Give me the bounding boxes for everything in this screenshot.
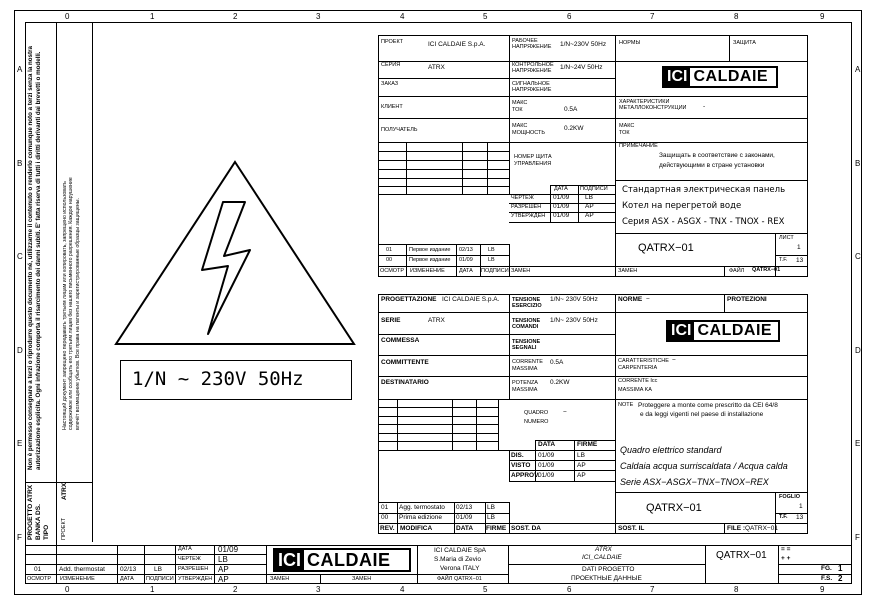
row-letter: A bbox=[855, 65, 861, 74]
it-row bbox=[378, 376, 808, 377]
it-rev-grid bbox=[454, 502, 455, 534]
it-rev-grid bbox=[397, 502, 398, 534]
bottom-row bbox=[508, 564, 705, 565]
logo-caldaie: CALDAIE bbox=[697, 322, 773, 339]
bottom-title-2: ПРОЕКТНЫЕ ДАННЫЕ bbox=[571, 575, 642, 582]
ru-sign-grid bbox=[550, 185, 551, 223]
ru-row bbox=[615, 180, 808, 181]
ici-caldaie-logo bbox=[662, 66, 778, 88]
bottom-head: ПОДПИСИ bbox=[146, 576, 174, 582]
it-approv-sign: AP bbox=[577, 472, 586, 479]
ru-rev-grid bbox=[378, 244, 509, 245]
col-num: 8 bbox=[734, 12, 739, 21]
bottom-rev-n: 01 bbox=[34, 566, 42, 573]
it-series-value: ATRX bbox=[428, 317, 445, 324]
side-strip-divider bbox=[25, 482, 92, 483]
col-num: 6 bbox=[567, 585, 572, 594]
bottom-date-value: 01/09 bbox=[218, 545, 239, 554]
ru-drawing-date: 01/09 bbox=[553, 194, 570, 201]
ru-control-voltage-label: КОНТРОЛЬНОЕ НАПРЯЖЕНИЕ bbox=[512, 62, 554, 74]
ici-caldaie-logo bbox=[666, 320, 780, 342]
it-date-head: DATA bbox=[538, 441, 556, 448]
ru-note-text-2: действующими в стране установки bbox=[659, 162, 765, 169]
bottom-row bbox=[25, 564, 266, 565]
it-visto-label: VISTO bbox=[511, 462, 531, 469]
bottom-project-1: ATRX bbox=[595, 546, 612, 553]
side-label: PROGETTO ATRX bbox=[27, 484, 34, 540]
it-icc-label-2: MASSIMA KA bbox=[618, 387, 652, 393]
bottom-project-2: ICI_CALDAIE bbox=[582, 554, 622, 561]
it-carp-value: − bbox=[672, 357, 676, 364]
ru-approved-label: РАЗРЕШЕН bbox=[511, 204, 542, 210]
ru-sheet-label: ЛИСТ bbox=[779, 235, 794, 241]
ru-grid bbox=[378, 151, 509, 152]
ru-project-label: ПРОЕКТ bbox=[381, 39, 404, 45]
col-num: 2 bbox=[233, 585, 238, 594]
logo-ici: ICI bbox=[668, 322, 694, 340]
logo-caldaie: CALDAIE bbox=[693, 68, 769, 85]
ru-receiver-label: ПОЛУЧАТЕЛЬ bbox=[381, 127, 418, 133]
col-num: 6 bbox=[567, 12, 572, 21]
bottom-col bbox=[320, 574, 321, 584]
bottom-fs-label: F.S. bbox=[821, 575, 833, 582]
bottom-fg-label: FG. bbox=[821, 565, 832, 572]
ru-grid bbox=[378, 194, 615, 195]
it-approv-label: APPROV. bbox=[511, 472, 540, 479]
it-rev-head: FIRME bbox=[486, 525, 507, 532]
it-sheet-value: 1 bbox=[799, 503, 803, 510]
bottom-head: ОСМОТР bbox=[27, 576, 52, 582]
ru-rev-row-date: 01/09 bbox=[459, 257, 473, 263]
ru-grid bbox=[509, 142, 510, 194]
ru-file-value: QATRX−01 bbox=[752, 267, 781, 273]
ru-rev-head: ДАТА bbox=[459, 268, 473, 274]
row-letter: E bbox=[855, 439, 861, 448]
italian-legal-notice: Non è permesso consegnare a terzi o riprodurre questo documento né, utilizzarne il contenuto o renderlo comunque noto a terzi senza la nostra autorizzazione esplicita. Ogni infrazione comporta il risarcimento dei danni subiti. E' fatta riserva di tutti i diritti derivanti dai brevetti o modelli. bbox=[27, 46, 42, 470]
it-row bbox=[378, 399, 808, 400]
it-drawing-code: QATRX−01 bbox=[646, 502, 702, 514]
bottom-row bbox=[25, 545, 852, 546]
ru-max-power-value: 0.2KW bbox=[564, 125, 584, 132]
bottom-approved-value: AP bbox=[218, 565, 229, 574]
high-voltage-warning-icon bbox=[110, 158, 360, 348]
ici-caldaie-logo bbox=[273, 548, 411, 572]
ru-note-label: ПРИМЕЧАНИЕ bbox=[619, 143, 658, 149]
col-num: 5 bbox=[483, 12, 488, 21]
ru-metal-value: - bbox=[703, 103, 706, 110]
it-grid bbox=[378, 407, 498, 408]
ru-max-current2-label: МАКС ТОК bbox=[619, 123, 635, 136]
ru-grid bbox=[378, 160, 509, 161]
it-rev-row-n: 00 bbox=[381, 514, 389, 521]
it-note-text-1: Proteggere a monte come prescritto da CEI 64/8 bbox=[638, 402, 778, 409]
ru-desc-2: Котел на перегретой воде bbox=[622, 201, 742, 211]
ru-row bbox=[378, 266, 808, 267]
it-sign-head: FIRME bbox=[577, 441, 598, 448]
it-grid bbox=[378, 416, 498, 417]
it-cmd-voltage-value: 1/N~ 230V 50Hz bbox=[550, 317, 598, 324]
it-row bbox=[378, 355, 808, 356]
it-grid bbox=[378, 433, 498, 434]
it-norms-label: NORME bbox=[618, 296, 643, 303]
row-letter: B bbox=[855, 159, 861, 168]
it-series-label: SERIE bbox=[381, 317, 401, 324]
bottom-file-label: ФАЙЛ bbox=[437, 576, 453, 582]
it-carp-label: CARATTERISTICHE CARPENTERIA bbox=[618, 358, 669, 371]
col-num: 1 bbox=[150, 585, 155, 594]
it-ds-date: 01/09 bbox=[538, 452, 555, 459]
it-row bbox=[378, 523, 808, 524]
ru-max-power-label: МАКС МОЩНОСТЬ bbox=[512, 123, 546, 136]
it-file-label: FILE : bbox=[727, 525, 746, 532]
it-rev-head: DATA bbox=[456, 525, 474, 532]
ru-row bbox=[378, 78, 615, 79]
it-rev-row-sign: LB bbox=[487, 504, 495, 511]
ru-rev-head: ПОДПИСИ bbox=[481, 268, 509, 274]
it-rev-row-desc: Agg. termostato bbox=[399, 504, 445, 511]
bottom-row bbox=[25, 554, 266, 555]
col-num: 9 bbox=[820, 585, 825, 594]
row-letter: C bbox=[17, 252, 23, 261]
it-ds-label: DIS. bbox=[511, 452, 524, 459]
col-num: 8 bbox=[734, 585, 739, 594]
bottom-replace-1: ЗАМЕН bbox=[270, 576, 290, 582]
ru-confirmed-label: УТВЕРЖДЕН bbox=[511, 213, 546, 219]
logo-ici: ICI bbox=[664, 68, 690, 86]
ru-row bbox=[378, 142, 808, 143]
ru-rev-head: ИЗМЕНЕНИЕ bbox=[410, 268, 445, 274]
voltage-label: 1/N ~ 230V 50Hz bbox=[132, 368, 304, 390]
bottom-drawing-code: QATRX−01 bbox=[716, 550, 767, 561]
it-sign-grid bbox=[509, 481, 615, 482]
row-letter: E bbox=[17, 439, 23, 448]
it-note-text-2: e da leggi vigenti nel paese di installazione bbox=[640, 411, 764, 418]
it-desc-3: Serie ASX−ASGX−TNX−TNOX−REX bbox=[620, 477, 769, 487]
it-max-current-value: 0.5A bbox=[550, 359, 564, 366]
ru-rev-row-desc: Первое издание bbox=[409, 257, 451, 263]
ru-tf-label: T.F. bbox=[779, 257, 788, 263]
ru-col bbox=[724, 266, 725, 277]
col-num: 7 bbox=[650, 585, 655, 594]
ru-protection-label: ЗАЩИТА bbox=[733, 40, 756, 46]
it-grid bbox=[378, 441, 498, 442]
side-strip-divider bbox=[92, 22, 93, 542]
ru-project-value: ICI CALDAIE S.p.A. bbox=[428, 41, 486, 48]
it-work-voltage-label: TENSIONE ESERCIZIO bbox=[512, 297, 542, 309]
it-grid bbox=[498, 399, 499, 450]
ru-rev-head: ОСМОТР bbox=[380, 268, 405, 274]
it-sig-voltage-label: TENSIONE SEGNALI bbox=[512, 339, 541, 351]
ru-drawing-code: QATRX−01 bbox=[638, 242, 694, 254]
logo-caldaie: CALDAIE bbox=[307, 549, 391, 570]
it-order-label: COMMESSA bbox=[381, 337, 420, 344]
it-work-voltage-value: 1/N~ 230V 50Hz bbox=[550, 296, 598, 303]
bottom-fg-value: 1 bbox=[838, 564, 843, 573]
it-file-value: QATRX−01 bbox=[745, 525, 778, 532]
it-rev-head: REV. bbox=[380, 525, 395, 532]
it-rev-head: MODIFICA bbox=[400, 525, 433, 532]
it-max-current-label: CORRENTE MASSIMA bbox=[512, 359, 543, 372]
it-sign-grid bbox=[509, 460, 615, 461]
ru-rev-grid bbox=[456, 244, 457, 277]
ru-rev-row-n: 00 bbox=[386, 257, 393, 263]
ru-date-head: ДАТА bbox=[554, 186, 568, 192]
ru-confirmed-date: 01/09 bbox=[553, 212, 570, 219]
bottom-rev-sign: LB bbox=[154, 566, 162, 573]
ru-approved-date: 01/09 bbox=[553, 203, 570, 210]
bottom-head: ДАТА bbox=[120, 576, 134, 582]
col-num: 1 bbox=[150, 12, 155, 21]
ru-row bbox=[615, 233, 808, 234]
col-num: 7 bbox=[650, 12, 655, 21]
ru-rev-row-sign: LB bbox=[488, 257, 495, 263]
it-rev-head: SOST. DA bbox=[511, 525, 541, 532]
it-rev-row-n: 01 bbox=[381, 504, 389, 511]
col-num: 3 bbox=[316, 12, 321, 21]
ru-rev-head: ЗАМЕН bbox=[511, 268, 531, 274]
ru-sheet-value: 1 bbox=[797, 244, 801, 251]
it-grid bbox=[378, 424, 498, 425]
ru-cab-number-label: НОМЕР ЩИТА УПРАВЛЕНИЯ bbox=[514, 154, 552, 167]
it-desc-1: Quadro elettrico standard bbox=[620, 445, 722, 455]
ru-col bbox=[509, 35, 510, 142]
russian-legal-notice: Настоящий документ запрещено передавать третьим лицам или копировать, запрещено использовать содержимое или сообщать его третьим лицам без нашего письменного разрешения. Каждое нарушение влечёт возмещение убытков. Все права на патенты и зарегистрированные образцы защищены. bbox=[62, 177, 81, 430]
ru-row bbox=[378, 96, 808, 97]
col-num: 0 bbox=[65, 12, 70, 21]
bottom-row bbox=[25, 574, 266, 575]
it-ds-sign: LB bbox=[577, 452, 585, 459]
col-num: 4 bbox=[400, 12, 405, 21]
ru-sign-head: ПОДПИСИ bbox=[580, 186, 608, 192]
ru-client-label: КЛИЕНТ bbox=[381, 104, 403, 110]
ru-rev-grid bbox=[509, 244, 510, 277]
ru-series-value: ATRX bbox=[428, 64, 445, 71]
bottom-approved-label: РАЗРЕШЕН bbox=[178, 566, 209, 572]
it-row bbox=[378, 334, 615, 335]
it-tf-value: 13 bbox=[796, 514, 804, 521]
ru-row bbox=[378, 118, 808, 119]
it-icc-label-1: CORRENTE Icc bbox=[618, 378, 658, 384]
side-strip-divider bbox=[56, 22, 57, 584]
ru-confirmed-sign: AP bbox=[585, 212, 594, 219]
ru-rev-grid bbox=[378, 255, 509, 256]
side-label: BANKA DS. bbox=[35, 504, 42, 540]
bottom-row bbox=[266, 574, 508, 575]
it-row bbox=[378, 312, 808, 313]
ru-col bbox=[615, 35, 616, 277]
col-num: 9 bbox=[820, 12, 825, 21]
it-norms-value: − bbox=[646, 296, 650, 303]
it-col bbox=[509, 294, 510, 399]
it-rev-row-date: 02/13 bbox=[456, 504, 473, 511]
bottom-confirmed-value: AP bbox=[218, 575, 229, 584]
it-protection-label: PROTEZIONI bbox=[727, 296, 767, 303]
row-letter: F bbox=[17, 533, 22, 542]
ru-signal-voltage-label: СИГНАЛЬНОЕ НАПРЯЖЕНИЕ bbox=[512, 81, 552, 93]
it-visto-date: 01/09 bbox=[538, 462, 555, 469]
bottom-date-label: ДАТА bbox=[178, 546, 192, 552]
it-note-label: NOTE bbox=[618, 402, 634, 408]
it-dest-label: DESTINATARIO bbox=[381, 379, 429, 386]
it-col bbox=[724, 523, 725, 534]
it-cmd-voltage-label: TENSIONE COMANDI bbox=[512, 318, 541, 330]
ru-col bbox=[729, 35, 730, 61]
col-num: 5 bbox=[483, 585, 488, 594]
it-rev-row-desc: Prima edizione bbox=[399, 514, 442, 521]
bottom-col bbox=[705, 545, 706, 584]
it-rev-row-sign: LB bbox=[487, 514, 495, 521]
col-num: 4 bbox=[400, 585, 405, 594]
row-letter: D bbox=[855, 346, 861, 355]
bottom-col bbox=[417, 545, 418, 584]
it-tf-label: T.F. bbox=[779, 514, 788, 520]
ru-approved-sign: AP bbox=[585, 203, 594, 210]
bottom-confirmed-label: УТВЕРЖДЕН bbox=[178, 576, 213, 582]
it-sign-grid bbox=[574, 440, 575, 482]
bottom-replace-2: ЗАМЕН bbox=[352, 576, 372, 582]
it-col bbox=[724, 294, 725, 312]
bottom-company-3: Verona ITALY bbox=[440, 565, 480, 572]
ru-work-voltage-label: РАБОЧЕЕ НАПРЯЖЕНИЕ bbox=[512, 38, 552, 50]
row-letter: C bbox=[855, 252, 861, 261]
bottom-rev-date: 02/13 bbox=[120, 566, 137, 573]
ru-desc-1: Стандартная электрическая панель bbox=[622, 185, 786, 195]
side-project-value: ATRX bbox=[61, 482, 68, 500]
ru-desc-3: Серия ASX - ASGX - TNX - TNOX - REX bbox=[622, 217, 785, 227]
ru-norms-label: НОРМЫ bbox=[619, 40, 641, 46]
side-project-label: ПРОЕКТ bbox=[61, 517, 67, 540]
bottom-head: ИЗМЕНЕНИЕ bbox=[60, 576, 95, 582]
ru-order-label: ЗАКАЗ bbox=[381, 81, 399, 87]
it-rev-grid bbox=[378, 502, 509, 503]
it-grid bbox=[378, 450, 615, 451]
row-letter: D bbox=[17, 346, 23, 355]
ru-grid bbox=[378, 178, 509, 179]
it-max-power-label: POTENZA MASSIMA bbox=[512, 380, 538, 393]
ru-series-label: СЕРИЯ bbox=[381, 62, 401, 68]
row-letter: F bbox=[855, 533, 860, 542]
ru-rev-row-n: 01 bbox=[386, 247, 393, 253]
ru-metal-label: ХАРАКТЕРИСТИКИ МЕТАЛЛОКОНСТРУКЦИИ bbox=[619, 99, 687, 111]
ru-drawing-sign: LB bbox=[585, 194, 593, 201]
logo-ici: ICI bbox=[275, 550, 304, 570]
bottom-drawing-value: LB bbox=[218, 555, 228, 564]
ru-row bbox=[378, 61, 808, 62]
it-row bbox=[615, 492, 808, 493]
ru-replace-label: ЗАМЕН bbox=[618, 268, 638, 274]
it-project-label: PROGETTAZIONE bbox=[381, 296, 437, 303]
col-num: 0 bbox=[65, 585, 70, 594]
it-qnum-label-2: NUMERO bbox=[524, 419, 549, 425]
ru-rev-row-sign: LB bbox=[488, 247, 495, 253]
it-col bbox=[615, 294, 616, 534]
bottom-rev-desc: Add. thermostat bbox=[59, 566, 105, 573]
ru-rev-row-date: 02/13 bbox=[459, 247, 473, 253]
it-max-power-value: 0.2KW bbox=[550, 379, 570, 386]
bottom-marks-1: = = bbox=[781, 546, 791, 553]
it-visto-sign: AP bbox=[577, 462, 586, 469]
bottom-marks-2: + + bbox=[781, 555, 791, 562]
ru-sign-grid bbox=[578, 185, 579, 223]
it-rev-grid bbox=[509, 502, 510, 534]
ru-rev-row-desc: Первое издание bbox=[409, 247, 451, 253]
ru-control-voltage-value: 1/N~24V 50Hz bbox=[560, 64, 603, 71]
ru-note-text-1: Защищать в соответствие с законами, bbox=[659, 152, 775, 159]
ru-grid bbox=[378, 186, 509, 187]
bottom-file-value: QATRX−01 bbox=[454, 576, 482, 582]
it-client-label: COMMITTENTE bbox=[381, 359, 429, 366]
ru-row bbox=[775, 255, 808, 256]
it-approv-date: 01/09 bbox=[538, 472, 555, 479]
it-rev-row-date: 01/09 bbox=[456, 514, 473, 521]
col-num: 2 bbox=[233, 12, 238, 21]
it-sheet-label: FOGLIO bbox=[779, 494, 801, 500]
it-qnum-value: − bbox=[563, 409, 567, 416]
bottom-fs-value: 2 bbox=[838, 574, 843, 583]
row-letter: A bbox=[17, 65, 23, 74]
ru-grid bbox=[378, 169, 509, 170]
ru-tf-value: 13 bbox=[796, 257, 804, 264]
bottom-company-1: ICI CALDAIE SpA bbox=[434, 547, 487, 554]
row-letter: B bbox=[17, 159, 23, 168]
ru-rev-grid bbox=[406, 244, 407, 277]
it-sign-grid bbox=[509, 470, 615, 471]
ru-file-label: ФАЙЛ bbox=[729, 268, 745, 274]
bottom-col bbox=[266, 545, 267, 584]
it-sost-label: SOST. IL bbox=[618, 525, 645, 532]
col-num: 3 bbox=[316, 585, 321, 594]
bottom-company-2: S.Maria di Zevio bbox=[434, 556, 481, 563]
it-sign-grid bbox=[509, 450, 510, 481]
bottom-title-1: DATI PROGETTO bbox=[582, 566, 635, 573]
bottom-drawing-label: ЧЕРТЕЖ bbox=[178, 556, 201, 562]
side-label: TIPO bbox=[43, 524, 50, 540]
ru-sign-grid bbox=[509, 222, 615, 223]
ru-work-voltage-value: 1/N~230V 50Hz bbox=[560, 41, 607, 48]
it-project-value: ICI CALDAIE S.p.A. bbox=[442, 296, 500, 303]
ru-max-current-value: 0.5A bbox=[564, 106, 578, 113]
ru-max-current-label: МАКС ТОК bbox=[512, 100, 528, 113]
it-qnum-label-1: QUADRO bbox=[524, 410, 549, 416]
it-desc-2: Caldaia acqua surriscaldata / Acqua calda bbox=[620, 461, 788, 471]
ru-drawing-label: ЧЕРТЕЖ bbox=[511, 195, 534, 201]
